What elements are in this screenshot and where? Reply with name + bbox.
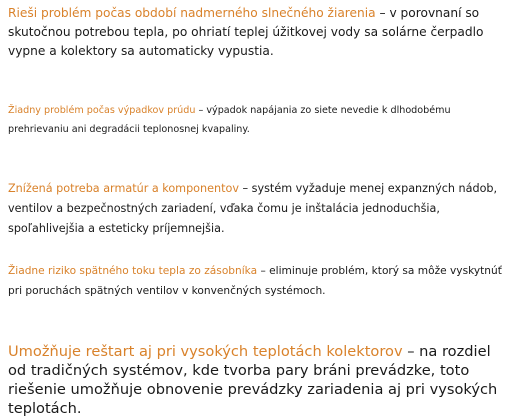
- benefit-paragraph-power-outage: [8, 101, 511, 139]
- benefit-description-overheating: – v porovnaní so skutočnou potrebou tepla, po ohriatí teplej úžitkovej vody sa solárne čerpadlo vypne a kolektory sa automaticky vypustia.: [8, 6, 484, 58]
- benefit-description-power-outage: – výpadok napájania zo siete nevedie k dlhodobému prehrievaniu ani degradácii teplonosnej kvapaliny.: [8, 105, 451, 135]
- benefit-paragraph-fewer-components: [8, 179, 511, 239]
- benefit-title-no-backflow: Žiadne riziko spätného toku tepla zo zásobníka: [8, 265, 258, 277]
- benefit-paragraph-no-backflow: [8, 261, 511, 301]
- benefit-description-fewer-components: – systém vyžaduje menej expanzných nádob, ventilov a bezpečnostných zariadení, vďaka čomu je inštalácia jednoduchšia, spoľahlivejšia a esteticky príjemnejšia.: [8, 182, 498, 235]
- benefit-title-high-temp-restart: Umožňuje reštart aj pri vysokých teplotách kolektorov: [8, 343, 403, 360]
- benefit-description-high-temp-restart: – na rozdiel od tradičných systémov, kde tvorba pary bráni prevádzke, toto riešenie umožňuje obnovenie prevádzky zariadenia aj pri vysokých teplotách.: [8, 343, 498, 417]
- benefit-title-fewer-components: Znížená potreba armatúr a komponentov: [8, 182, 239, 195]
- benefit-title-power-outage: Žiadny problém počas výpadkov prúdu: [8, 105, 196, 116]
- benefit-description-no-backflow: – eliminuje problém, ktorý sa môže vyskytnúť pri poruchách spätných ventilov v konvenčných systémoch.: [8, 265, 502, 297]
- benefit-paragraph-high-temp-restart: [8, 342, 511, 418]
- benefit-title-overheating: Rieši problém počas období nadmerného slnečného žiarenia: [8, 6, 376, 20]
- benefit-paragraph-overheating: [8, 4, 511, 61]
